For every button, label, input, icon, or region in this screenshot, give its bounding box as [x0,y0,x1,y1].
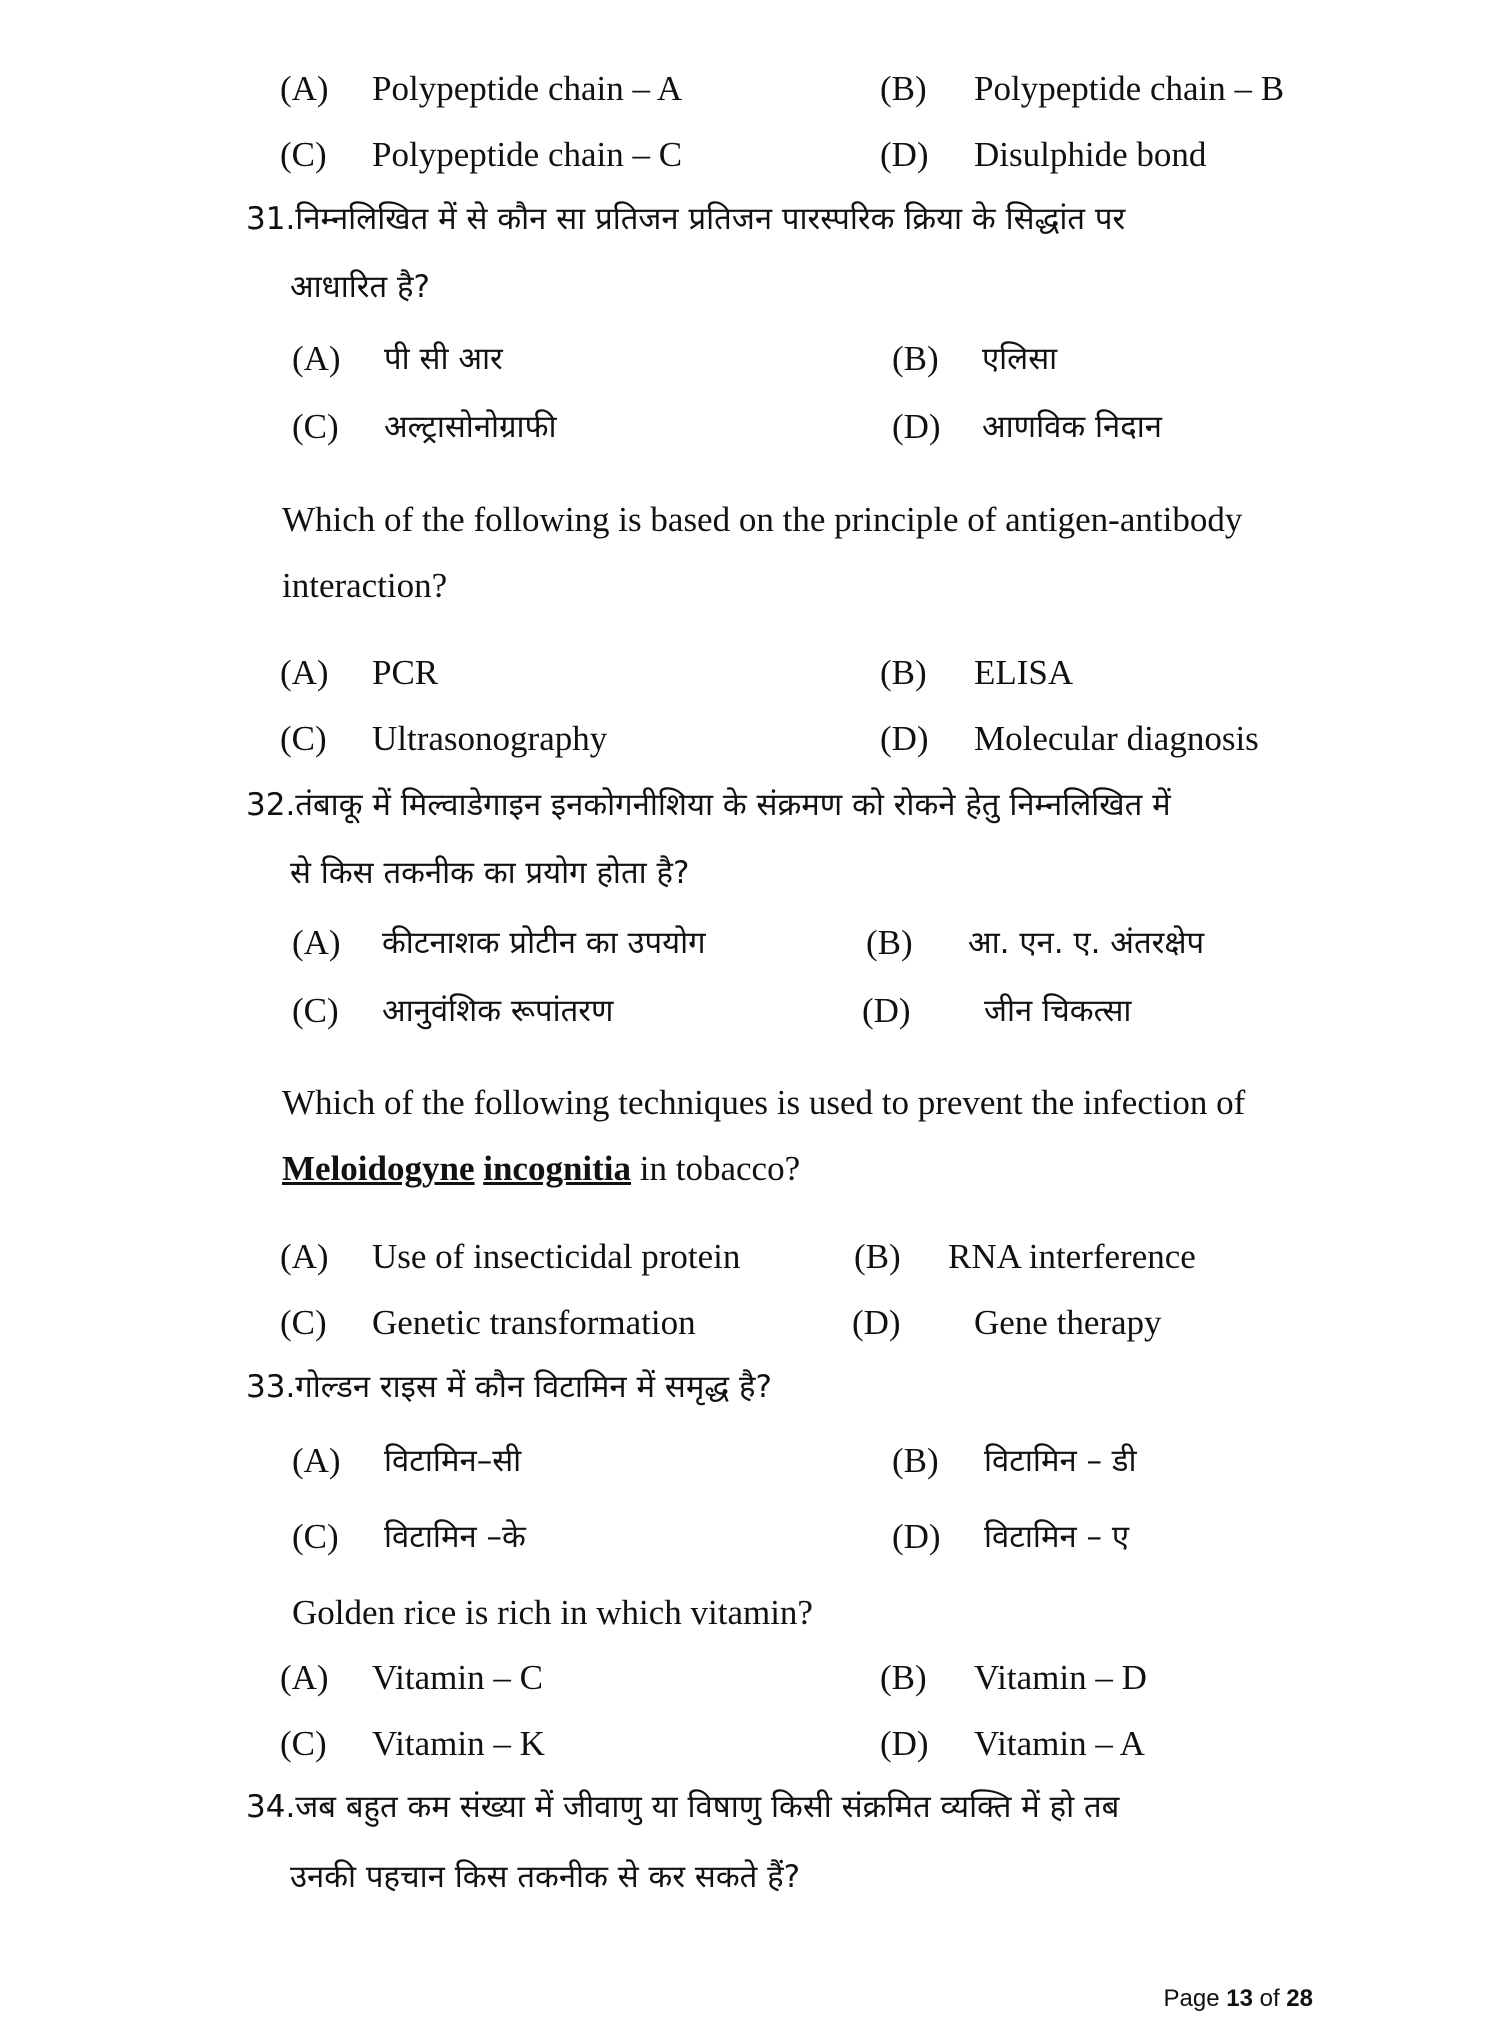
option-text: Vitamin – A [974,1724,1145,1763]
option-letter: (D) [892,407,941,446]
option-text: विटामिन – ए [984,1519,1130,1555]
option-letter: (C) [280,135,327,174]
option-letter: (A) [280,1658,329,1697]
option-text: RNA interference [948,1237,1196,1276]
option-letter: (A) [280,653,329,692]
option-letter: (B) [880,1658,927,1697]
option-text: विटामिन –के [384,1519,526,1555]
option-text: जीन चिकत्सा [984,993,1132,1029]
option-text: Vitamin – D [974,1658,1147,1697]
question-32-english-line2 [282,1148,800,1190]
option-letter: (B) [892,339,939,378]
total-pages: 28 [1286,1985,1313,2012]
option-text: आनुवंशिक रूपांतरण [382,993,614,1029]
option-text: Molecular diagnosis [974,719,1259,758]
question-31-english-line1: Which of the following is based on the principle of antigen-antibody [282,500,1243,539]
option-letter: (C) [292,407,339,446]
question-31-english-line2: interaction? [282,566,448,605]
species-term-epithet: incognitia [483,1149,632,1188]
option-letter: (A) [292,1441,341,1480]
question-33-hindi-line1: 33.गोल्डन राइस में कौन विटामिन में समृद्ध है? [246,1369,772,1405]
option-text: आणविक निदान [982,409,1162,445]
option-letter: (B) [854,1237,901,1276]
page-label: Page [1163,1985,1220,2012]
option-letter: (A) [292,923,341,962]
option-letter: (D) [892,1517,941,1556]
option-text: Vitamin – K [372,1724,545,1763]
question-32-english-line2-rest: in tobacco? [639,1149,801,1188]
option-text: कीटनाशक प्रोटीन का उपयोग [382,925,706,961]
option-letter: (B) [892,1441,939,1480]
option-letter: (D) [880,719,929,758]
question-31-hindi-line2: आधारित है? [290,269,430,305]
question-32-hindi-line1: 32.तंबाकू में मिल्वाडेगाइन इनकोगनीशिया के संक्रमण को रोकने हेतु निम्नलिखित में [246,787,1171,823]
option-text: विटामिन–सी [384,1443,522,1479]
option-letter: (C) [292,1517,339,1556]
option-letter: (A) [280,1237,329,1276]
option-text: पी सी आर [384,341,503,377]
question-34-hindi-line2: उनकी पहचान किस तकनीक से कर सकते हैं? [290,1859,801,1895]
option-text: Use of insecticidal protein [372,1237,741,1276]
option-text: PCR [372,653,439,692]
option-text: Gene therapy [974,1303,1162,1342]
option-letter: (C) [280,1724,327,1763]
question-34-hindi-line1: 34.जब बहुत कम संख्या में जीवाणु या विषाणु किसी संक्रमित व्यक्ति में हो तब [246,1789,1120,1825]
option-letter: (B) [880,653,927,692]
option-letter: (D) [880,135,929,174]
question-32-english-line1: Which of the following techniques is used to prevent the infection of [282,1083,1246,1122]
option-letter: (D) [852,1303,901,1342]
option-text: एलिसा [982,341,1058,377]
option-letter: (D) [862,991,911,1030]
page-number [1164,1985,1314,2013]
option-letter: (A) [292,339,341,378]
option-letter: (A) [280,69,329,108]
option-letter: (B) [866,923,913,962]
current-page: 13 [1226,1985,1253,2012]
question-33-english-line1: Golden rice is rich in which vitamin? [292,1593,813,1632]
option-text: Polypeptide chain – B [974,69,1285,108]
option-letter: (B) [880,69,927,108]
species-term-genus: Meloidogyne [282,1149,475,1188]
option-text: Polypeptide chain – C [372,135,683,174]
page-of-label: of [1259,1985,1280,2012]
option-letter: (D) [880,1724,929,1763]
option-text: ELISA [974,653,1074,692]
question-32-hindi-line2: से किस तकनीक का प्रयोग होता है? [290,855,690,891]
option-text: Genetic transformation [372,1303,696,1342]
option-text: आ. एन. ए. अंतरक्षेप [968,925,1205,961]
option-letter: (C) [280,1303,327,1342]
question-31-hindi-line1: 31.निम्नलिखित में से कौन सा प्रतिजन प्रतिजन पारस्परिक क्रिया के सिद्धांत पर [246,201,1126,237]
option-text: Disulphide bond [974,135,1207,174]
option-letter: (C) [292,991,339,1030]
option-text: विटामिन – डी [984,1443,1137,1479]
option-text: अल्ट्रासोनोग्राफी [384,409,557,445]
option-text: Vitamin – C [372,1658,543,1697]
option-letter: (C) [280,719,327,758]
option-text: Ultrasonography [372,719,608,758]
option-text: Polypeptide chain – A [372,69,683,108]
